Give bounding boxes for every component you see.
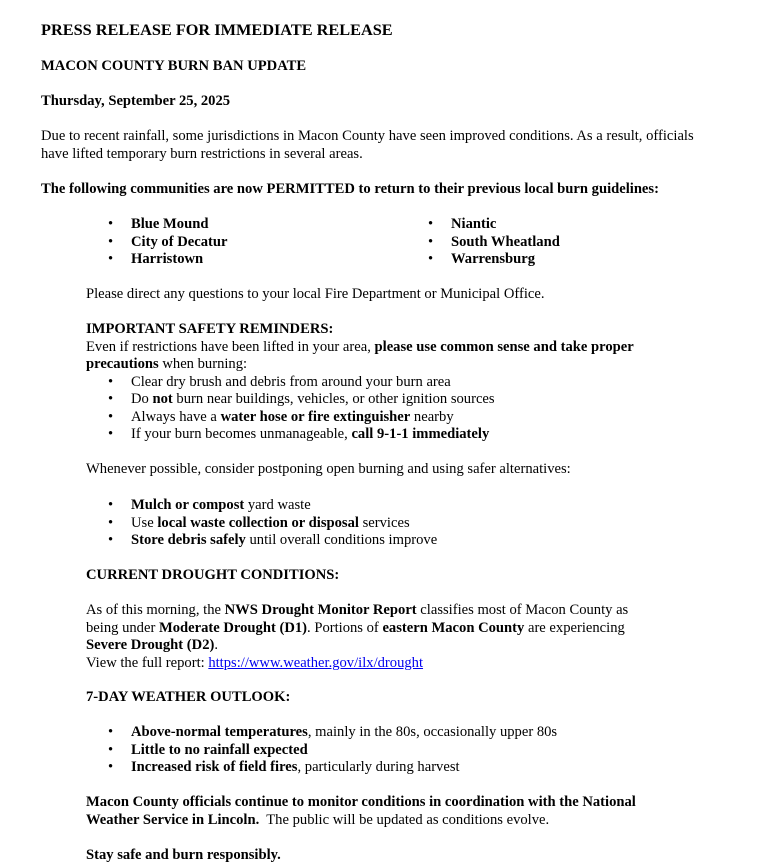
subtitle-text: MACON COUNTY BURN BAN UPDATE [41,58,307,74]
text: Stay safe and burn responsibly. [86,847,281,863]
text: call 9-1-1 immediately [351,426,490,442]
communities-column-1 [86,216,406,269]
safety-section [86,321,634,444]
safety-heading: IMPORTANT SAFETY REMINDERS: [86,321,334,337]
text: Moderate Drought (D1) [158,619,308,636]
text: precautions [86,356,159,372]
list-item [86,216,406,234]
text: Even if restrictions have been lifted in your area, [86,338,375,355]
list-item [86,426,634,444]
intro-line: Due to recent rainfall, some jurisdictions in Macon County have seen improved conditions. As a result, officials [41,128,694,144]
text: . [214,637,219,653]
community-name: South Wheatland [451,233,560,250]
intro-paragraph [41,128,694,163]
closing-paragraph [86,794,636,829]
list-item [86,742,557,760]
permitted-communities [86,216,560,269]
list-item [406,216,560,234]
text: please use common sense and take proper [374,338,634,355]
list-item [86,374,634,392]
text: View the full report: [86,654,209,671]
community-name: Niantic [451,216,497,232]
text: are experiencing [524,619,625,636]
text: classifies most of Macon County as [416,602,629,618]
outlook-heading [86,689,290,707]
list-item [86,234,406,252]
community-name: City of Decatur [131,233,228,250]
text: 7-DAY WEATHER OUTLOOK: [86,689,291,705]
text: Above-normal temperatures [131,724,308,740]
text: Severe Drought (D2) [86,637,215,653]
list-item [406,251,560,269]
text: NWS Drought Monitor Report [224,602,417,618]
text: services [358,514,410,531]
text: Always have a [131,408,221,425]
list-item [86,409,634,427]
subtitle [41,58,306,76]
text: Little to no rainfall expected [131,741,308,758]
communities-column-2 [406,216,560,269]
text: Do [131,391,153,407]
safety-intro [86,339,634,357]
text: The public will be updated as conditions evolve. [259,811,550,828]
outlook-list [86,724,557,777]
text: nearby [410,408,454,425]
text: Mulch or compost [131,497,245,513]
list-item [86,724,557,742]
signoff [86,847,281,865]
list-item [86,532,437,550]
page-title: PRESS RELEASE FOR IMMEDIATE RELEASE [41,20,393,39]
text: not [152,391,173,407]
alternatives-intro: Whenever possible, consider postponing open burning and using safer alternatives: [86,461,571,477]
list-item [86,515,437,533]
text: CURRENT DROUGHT CONDITIONS: [86,567,340,583]
text: Increased risk of field fires [131,759,298,775]
drought-paragraph [86,602,628,672]
list-item [86,391,634,409]
text: Macon County officials continue to monitor conditions in coordination with the National [86,794,636,810]
intro-line: have lifted temporary burn restrictions in several areas. [41,145,363,162]
text: , mainly in the 80s, occasionally upper 80s [307,724,558,740]
text: local waste collection or disposal [157,514,359,531]
alternatives-list [86,497,437,550]
list-item [86,759,557,777]
permitted-heading [41,181,659,199]
community-name: Warrensburg [451,251,536,267]
text: water hose or fire extinguisher [220,408,411,425]
list-item [86,497,437,515]
safety-intro [86,356,634,374]
release-date [41,93,230,111]
text: If your burn becomes unmanageable, [131,426,352,442]
text: until overall conditions improve [245,532,438,548]
text: eastern Macon County [382,619,525,636]
permitted-heading-text: The following communities are now PERMITTED to return to their previous local burn guidelines: [41,181,659,197]
text: Weather Service in Lincoln. [86,811,260,828]
text: yard waste [244,497,311,513]
community-name: Blue Mound [131,216,209,232]
text: Clear dry brush and debris from around your burn area [131,373,451,390]
text: when burning: [158,356,248,372]
list-item [86,251,406,269]
date-text: Thursday, September 25, 2025 [41,93,231,109]
text: being under [86,619,159,636]
list-item [406,234,560,252]
drought-heading [86,567,339,585]
text: burn near buildings, vehicles, or other ignition sources [172,391,495,407]
text: As of this morning, the [86,602,225,618]
contact-note: Please direct any questions to your local Fire Department or Municipal Office. [86,286,545,302]
community-name: Harristown [131,251,204,267]
text: , particularly during harvest [297,759,460,775]
text: Use [131,514,158,531]
text: . Portions of [307,619,383,636]
text: Store debris safely [131,532,246,548]
safety-list [45,374,634,444]
drought-report-link[interactable]: https://www.weather.gov/ilx/drought [208,654,424,671]
